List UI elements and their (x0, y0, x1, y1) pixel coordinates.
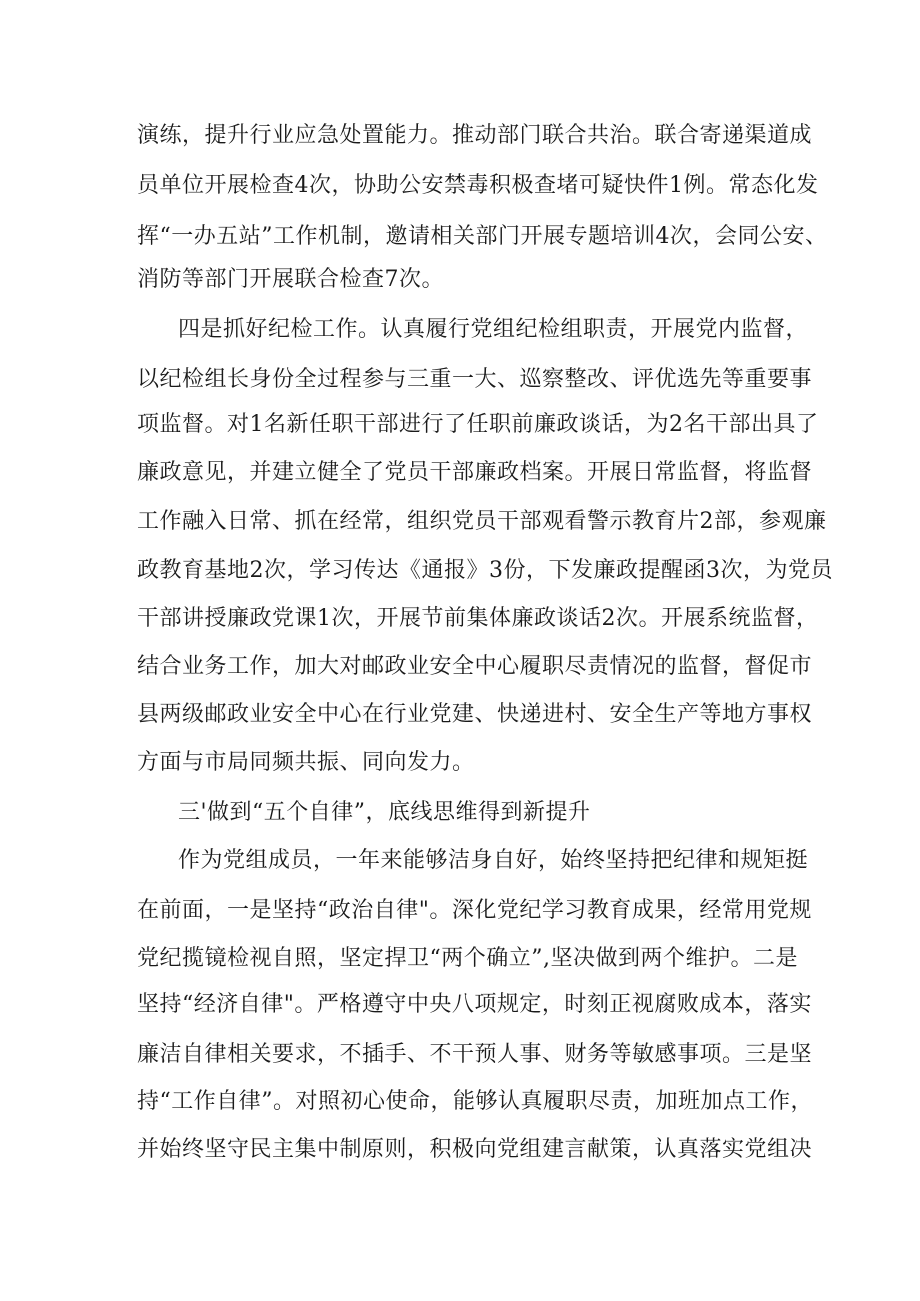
paragraph-line: 工作融入日常、抓在经常，组织党员干部观看警示教育片2部，参观廉 (137, 509, 827, 534)
paragraph-line: 干部讲授廉政党课1次，开展节前集体廉政谈话2次。开展系统监督， (137, 606, 819, 631)
paragraph-line: 四是抓好纪检工作。认真履行党组纪检组职责，开展党内监督， (178, 317, 809, 342)
paragraph-line: 县两级邮政业安全中心在行业党建、快递进村、安全生产等地方事权 (137, 702, 813, 727)
paragraph-line: 演练，提升行业应急处置能力。推动部门联合共治。联合寄递渠道成 (137, 123, 813, 148)
paragraph-line: 作为党组成员，一年来能够洁身自好，始终坚持把纪律和规矩挺 (178, 848, 809, 873)
paragraph-line: 党纪揽镜检视自照，坚定捍卫“两个确立”,坚决做到两个维护。二是 (137, 946, 798, 971)
paragraph-line: 廉政意见，并建立健全了党员干部廉政档案。开展日常监督，将监督 (137, 460, 813, 485)
paragraph-line: 廉洁自律相关要求，不插手、不干预人事、财务等敏感事项。三是坚 (137, 1042, 813, 1067)
paragraph-line: 消防等部门开展联合检查7次。 (137, 267, 444, 292)
paragraph-line: 在前面，一是坚持“政治自律"。深化党纪学习教育成果，经常用党规 (137, 898, 812, 923)
paragraph-line: 持“工作自律”。对照初心使命，能够认真履职尽责，加班加点工作， (137, 1089, 813, 1114)
paragraph-line: 员单位开展检查4次，协助公安禁毒积极查堵可疑快件1例。常态化发 (137, 173, 819, 198)
section-heading: 三'做到“五个自律”，底线思维得到新提升 (178, 800, 591, 825)
paragraph-line: 并始终坚守民主集中制原则，积极向党组建言献策，认真落实党组决 (137, 1137, 813, 1162)
paragraph-line: 结合业务工作，加大对邮政业安全中心履职尽责情况的监督，督促市 (137, 654, 813, 679)
paragraph-line: 政教育基地2次，学习传达《通报》3份，下发廉政提醒函3次，为党员 (137, 558, 833, 583)
paragraph-line: 挥“一办五站”工作机制，邀请相关部门开展专题培训4次，会同公安、 (137, 224, 828, 249)
paragraph-line: 坚持“经济自律"。严格遵守中央八项规定，时刻正视腐败成本，落实 (137, 992, 812, 1017)
paragraph-line: 以纪检组长身份全过程参与三重一大、巡察整改、评优选先等重要事 (137, 367, 813, 392)
paragraph-line: 方面与市局同频共振、同向发力。 (137, 750, 475, 775)
paragraph-line: 项监督。对1名新任职干部进行了任职前廉政谈话，为2名干部出具了 (137, 412, 819, 437)
